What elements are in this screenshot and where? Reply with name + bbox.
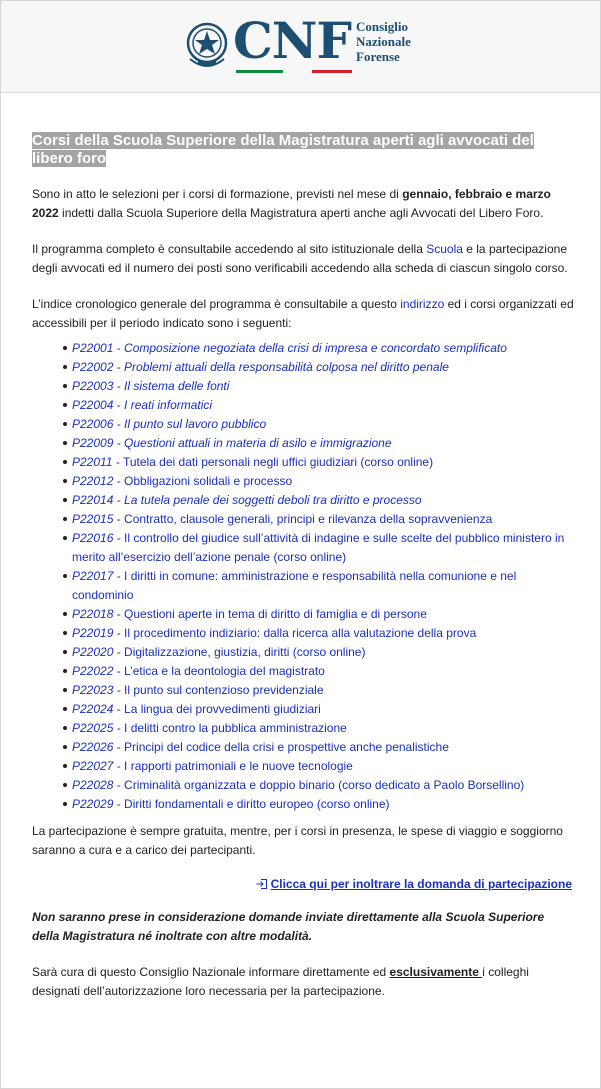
course-title[interactable]: Contratto, clausole generali, principi e rilevanza della sopravvenienza	[124, 512, 493, 526]
logo-line-3: Forense	[356, 49, 400, 64]
course-item[interactable]: P22012 - Obbligazioni solidali e processo	[72, 472, 574, 491]
paragraph-selections: Sono in atto le selezioni per i corsi di formazione, previsti nel mese di gennaio, febbraio e marzo 2022 indetti dalla Scuola Superiore della Magistratura aperti anche agli Avvocati del Libero Foro.	[32, 187, 551, 220]
course-title[interactable]: Digitalizzazione, giustizia, diritti (corso online)	[124, 645, 366, 659]
logo-line-1: Consiglio	[356, 19, 409, 34]
course-item[interactable]: P22003 - Il sistema delle fonti	[72, 377, 574, 396]
logo-letters: CNF	[233, 11, 351, 70]
flag-red-line	[312, 70, 352, 73]
course-item[interactable]: P22029 - Diritti fondamentali e diritto europeo (corso online)	[72, 795, 574, 814]
course-title[interactable]: I diritti in comune: amministrazione e responsabilità nella comunione e nel condominio	[72, 569, 517, 602]
course-title[interactable]: Il controllo del giudice sull’attività di indagine e sulle scelte del pubblico ministero in merito all’esercizio dell’azione penale (corso online)	[72, 531, 565, 564]
paragraph-program: Il programma completo è consultabile accedendo al sito istituzionale della Scuola e la partecipazione degli avvocati ed il numero dei posti sono verificabili accedendo alla scheda di ciascun singolo corso.	[32, 242, 568, 275]
course-title[interactable]: I delitti contro la pubblica amministrazione	[124, 721, 347, 735]
course-item[interactable]: P22019 - Il procedimento indiziario: dalla ricerca alla valutazione della prova	[72, 624, 574, 643]
course-item[interactable]: P22006 - Il punto sul lavoro pubblico	[72, 415, 574, 434]
paragraph-index: L’indice cronologico generale del programma è consultabile a questo indirizzo ed i corsi organizzati ed accessibili per il periodo indicato sono i seguenti:	[32, 297, 574, 330]
article-title: Corsi della Scuola Superiore della Magistratura aperti agli avvocati del libero foro	[32, 132, 534, 167]
course-code[interactable]: P22026	[72, 740, 114, 754]
paragraph-participation: La partecipazione è sempre gratuita, mentre, per i corsi in presenza, le spese di viaggio e soggiorno saranno a cura e a carico dei partecipanti.	[32, 824, 563, 857]
course-code[interactable]: P22012	[72, 474, 114, 488]
course-item[interactable]: P22011 - Tutela dei dati personali negli uffici giudiziari (corso online)	[72, 453, 574, 472]
course-code[interactable]: P22006	[72, 417, 114, 431]
course-title[interactable]: Principi del codice della crisi e prospettive anche penalistiche	[124, 740, 449, 754]
course-code[interactable]: P22025	[72, 721, 114, 735]
course-item[interactable]: P22016 - Il controllo del giudice sull’attività di indagine e sulle scelte del pubblico ministero in merito all’esercizio dell’azione penale (corso online)	[72, 529, 574, 567]
course-code[interactable]: P22011	[72, 455, 113, 469]
indirizzo-link[interactable]: indirizzo	[400, 297, 445, 311]
republic-emblem-icon	[184, 21, 230, 71]
article-content	[32, 132, 574, 1001]
course-title[interactable]: La lingua dei provvedimenti giudiziari	[124, 702, 321, 716]
course-code[interactable]: P22002	[72, 360, 114, 374]
course-code[interactable]: P22009	[72, 436, 114, 450]
paragraph-warning: Non saranno prese in considerazione domande inviate direttamente alla Scuola Superiore della Magistratura né inoltrate con altre modalità.	[32, 910, 545, 943]
scuola-link[interactable]: Scuola	[426, 242, 463, 256]
login-arrow-icon	[256, 879, 267, 889]
course-title[interactable]: Diritti fondamentali e diritto europeo (corso online)	[124, 797, 390, 811]
course-code[interactable]: P22001	[72, 341, 114, 355]
course-item[interactable]: P22004 - I reati informatici	[72, 396, 574, 415]
course-item[interactable]: P22024 - La lingua dei provvedimenti giudiziari	[72, 700, 574, 719]
course-title[interactable]: Il punto sul lavoro pubblico	[124, 417, 267, 431]
flag-green-line	[236, 70, 283, 73]
course-code[interactable]: P22028	[72, 778, 114, 792]
course-code[interactable]: P22004	[72, 398, 114, 412]
course-code[interactable]: P22027	[72, 759, 114, 773]
apply-link-text[interactable]: Clicca qui per inoltrare la domanda di partecipazione	[270, 877, 572, 891]
course-item[interactable]: P22020 - Digitalizzazione, giustizia, diritti (corso online)	[72, 643, 574, 662]
course-item[interactable]: P22018 - Questioni aperte in tema di diritto di famiglia e di persone	[72, 605, 574, 624]
course-item[interactable]: P22022 - L’etica e la deontologia del magistrato	[72, 662, 574, 681]
course-title[interactable]: I rapporti patrimoniali e le nuove tecnologie	[124, 759, 353, 773]
course-item[interactable]: P22002 - Problemi attuali della responsabilità colposa nel diritto penale	[72, 358, 574, 377]
course-item[interactable]: P22028 - Criminalità organizzata e doppio binario (corso dedicato a Paolo Borsellino)	[72, 776, 574, 795]
course-title[interactable]: Composizione negoziata della crisi di impresa e concordato semplificato	[124, 341, 507, 355]
course-title[interactable]: Problemi attuali della responsabilità colposa nel diritto penale	[124, 360, 449, 374]
course-title[interactable]: Il punto sul contenzioso previdenziale	[124, 683, 324, 697]
cnf-logo[interactable]	[184, 11, 424, 77]
logo-line-2: Nazionale	[356, 34, 411, 49]
course-code[interactable]: P22016	[72, 531, 114, 545]
course-item[interactable]: P22023 - Il punto sul contenzioso previdenziale	[72, 681, 574, 700]
header	[1, 1, 600, 93]
course-title[interactable]: Criminalità organizzata e doppio binario (corso dedicato a Paolo Borsellino)	[124, 778, 525, 792]
course-code[interactable]: P22024	[72, 702, 114, 716]
course-title[interactable]: Tutela dei dati personali negli uffici giudiziari (corso online)	[122, 455, 434, 469]
course-title[interactable]: Il sistema delle fonti	[124, 379, 230, 393]
course-code[interactable]: P22020	[72, 645, 114, 659]
course-code[interactable]: P22003	[72, 379, 114, 393]
course-title[interactable]: La tutela penale dei soggetti deboli tra diritto e processo	[124, 493, 422, 507]
course-title[interactable]: I reati informatici	[124, 398, 213, 412]
apply-link[interactable]	[32, 877, 574, 891]
paragraph-notice: Sarà cura di questo Consiglio Nazionale informare direttamente ed esclusivamente i colleghi designati dell’autorizzazione loro necessaria per la partecipazione.	[32, 965, 529, 998]
course-title[interactable]: Questioni aperte in tema di diritto di famiglia e di persone	[124, 607, 427, 621]
course-item[interactable]: P22027 - I rapporti patrimoniali e le nuove tecnologie	[72, 757, 574, 776]
course-item[interactable]: P22025 - I delitti contro la pubblica amministrazione	[72, 719, 574, 738]
course-item[interactable]: P22001 - Composizione negoziata della crisi di impresa e concordato semplificato	[72, 339, 574, 358]
logo-subtitle	[356, 19, 411, 64]
course-code[interactable]: P22022	[72, 664, 114, 678]
course-code[interactable]: P22023	[72, 683, 114, 697]
course-code[interactable]: P22015	[72, 512, 114, 526]
course-item[interactable]: P22026 - Principi del codice della crisi e prospettive anche penalistiche	[72, 738, 574, 757]
course-title[interactable]: L’etica e la deontologia del magistrato	[124, 664, 325, 678]
course-code[interactable]: P22018	[72, 607, 114, 621]
course-item[interactable]: P22017 - I diritti in comune: amministrazione e responsabilità nella comunione e nel condominio	[72, 567, 574, 605]
course-list	[32, 339, 574, 814]
course-code[interactable]: P22017	[72, 569, 114, 583]
course-title[interactable]: Il procedimento indiziario: dalla ricerca alla valutazione della prova	[124, 626, 477, 640]
course-title[interactable]: Obbligazioni solidali e processo	[124, 474, 293, 488]
course-code[interactable]: P22019	[72, 626, 114, 640]
course-code[interactable]: P22014	[72, 493, 114, 507]
course-item[interactable]: P22014 - La tutela penale dei soggetti deboli tra diritto e processo	[72, 491, 574, 510]
course-item[interactable]: P22009 - Questioni attuali in materia di asilo e immigrazione	[72, 434, 574, 453]
course-code[interactable]: P22029	[72, 797, 114, 811]
course-item[interactable]: P22015 - Contratto, clausole generali, principi e rilevanza della sopravvenienza	[72, 510, 574, 529]
course-title[interactable]: Questioni attuali in materia di asilo e immigrazione	[124, 436, 392, 450]
